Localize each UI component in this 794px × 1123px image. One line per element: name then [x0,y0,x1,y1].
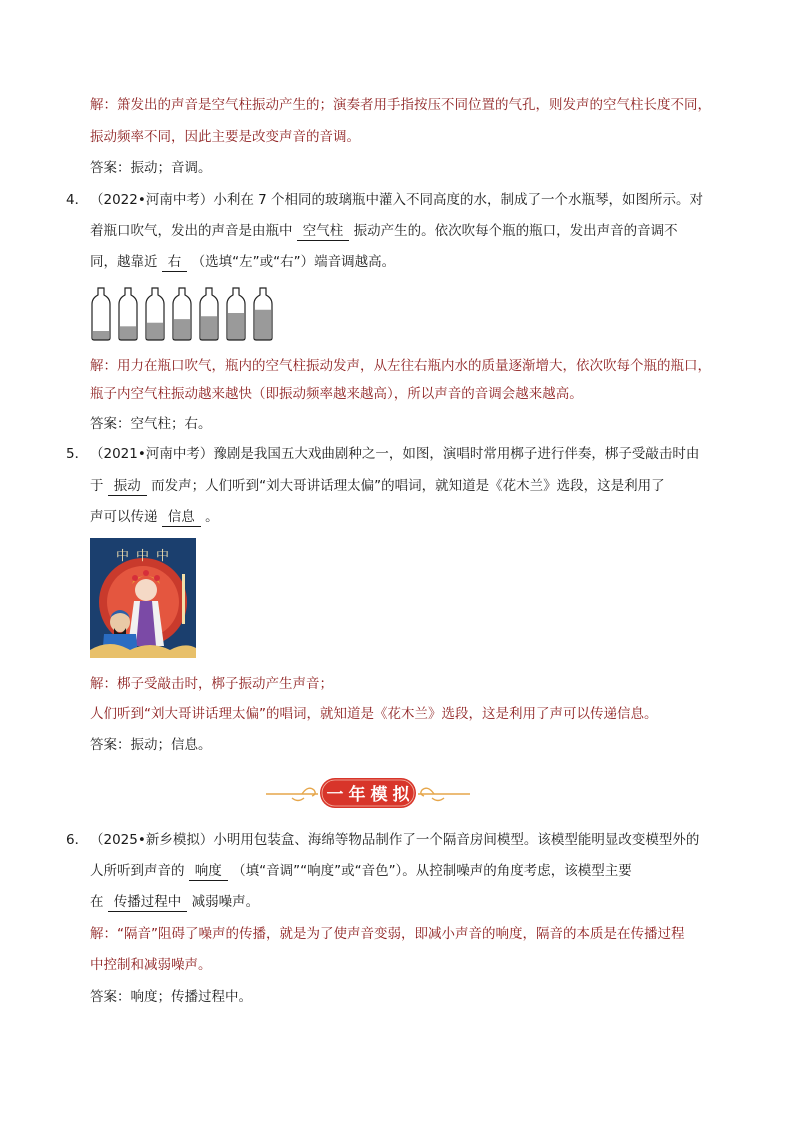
q4-number: 4． [66,192,89,208]
q6-stem-line1: （2025•新乡模拟）小明用包装盒、海绵等物品制作了一个隔音房间模型。该模型能明显改变模型外的 [90,832,700,848]
bottle-4 [173,288,191,340]
q6-stem-line3 [90,892,259,912]
banner-char-3: 模 [370,785,388,805]
q6-stem-line2 [90,861,632,881]
q5-solution-line1: 解：梆子受敲击时，梆子振动产生声音； [90,676,333,692]
q6-blank-2: 传播过程中 [108,894,188,912]
q6-stem-line3-post: 减弱噪声。 [191,894,260,910]
q5-number: 5． [66,446,89,462]
q4-solution-line2: 瓶子内空气柱振动越来越快（即振动频率越来越高），所以声音的音调会越来越高。 [90,386,583,402]
bottle-7 [254,288,272,340]
q5-stem-line2 [90,476,665,496]
q6-stem-line2-pre: 人所听到声音的 [90,863,185,879]
q5-stem-line3-pre: 声可以传递 [90,509,158,525]
q5-blank-2: 信息 [162,509,201,527]
bottle-2 [119,288,137,340]
q4-stem-line1: （2022•河南中考）小利在 7 个相同的玻璃瓶中灌入不同高度的水，制成了一个水瓶琴，如图所示。对 [90,192,703,208]
q4-stem-line3 [90,252,395,272]
q4-stem-line2-post: 振动产生的。依次吹每个瓶的瓶口，发出声音的音调不 [353,223,678,239]
banner-char-2: 年 [348,785,366,805]
banner-char-1: 一 [326,785,344,805]
q3-solution-line1: 解：箫发出的声音是空气柱振动产生的；演奏者用手指按压不同位置的气孔，则发声的空气柱长度不同， [90,97,711,113]
q5-blank-1: 振动 [108,478,147,496]
q4-blank-2: 右 [162,254,188,272]
q6-stem-line2-post: （填“音调”“响度”或“音色”）。从控制噪声的角度考虑，该模型主要 [232,863,632,879]
q5-answer: 答案：振动；信息。 [90,737,212,753]
q4-blank-1: 空气柱 [297,223,350,241]
bottle-3 [146,288,164,340]
q4-answer: 答案：空气柱；右。 [90,416,212,432]
q4-stem-line3-post: （选填“左”或“右”）端音调越高。 [191,254,396,270]
water-bottles-figure [90,286,274,342]
q4-stem-line2-pre: 着瓶口吹气，发出的声音是由瓶中 [90,223,293,239]
q5-stem-line2-pre: 于 [90,478,104,494]
q5-stem-line3 [90,507,219,527]
q5-stem-line2-post: 而发声；人们听到“刘大哥讲话理太偏”的唱词，就知道是《花木兰》选段，这是利用了 [151,478,665,494]
q4-stem-line2 [90,221,678,241]
q6-solution-line2: 中控制和减弱噪声。 [90,957,212,973]
q6-number: 6． [66,832,89,848]
q6-solution-line1: 解：“隔音”阻碍了噪声的传播，就是为了使声音变弱，即减小声音的响度，隔音的本质是在传播过程 [90,926,685,942]
opera-glyph-1: 中 [116,549,130,564]
opera-glyph-3: 中 [156,549,170,564]
q3-solution-line2: 振动频率不同，因此主要是改变声音的音调。 [90,129,360,145]
q5-stem-line1: （2021•河南中考）豫剧是我国五大戏曲剧种之一，如图，演唱时常用梆子进行伴奏，梆子受敲击时由 [90,446,700,462]
q3-answer: 答案：振动；音调。 [90,160,212,176]
q4-solution-line1: 解：用力在瓶口吹气，瓶内的空气柱振动发声，从左往右瓶内水的质量逐渐增大，依次吹每个瓶的瓶口， [90,358,711,374]
q5-stem-line3-post: 。 [205,509,219,525]
q6-blank-1: 响度 [189,863,228,881]
bottle-1 [92,288,110,340]
q6-stem-line3-pre: 在 [90,894,104,910]
opera-glyph-2: 中 [136,549,150,564]
banner-char-4: 拟 [392,785,410,805]
q4-stem-line3-pre: 同，越靠近 [90,254,158,270]
opera-figure-image [90,538,196,658]
bottle-6 [227,288,245,340]
q5-solution-line2: 人们听到“刘大哥讲话理太偏”的唱词，就知道是《花木兰》选段，这是利用了声可以传递信息。 [90,706,658,722]
section-banner-one-year-mock [262,774,474,812]
q6-answer: 答案：响度；传播过程中。 [90,989,252,1005]
bottle-5 [200,288,218,340]
